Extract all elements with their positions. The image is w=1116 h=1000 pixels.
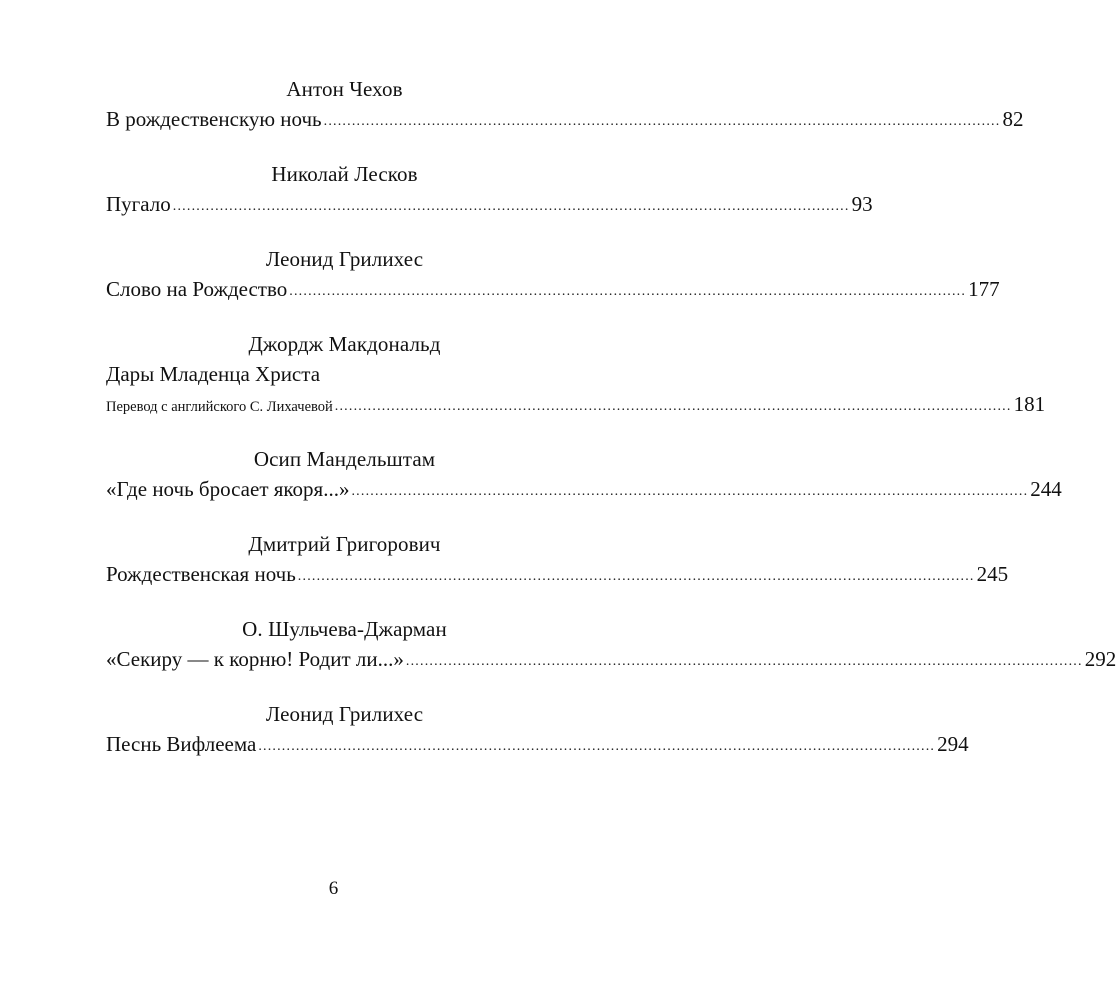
toc-line: [106, 189, 873, 223]
page-ref: 245: [976, 562, 1009, 586]
work-title: Рождественская ночь: [106, 562, 296, 586]
table-of-contents: [106, 74, 1116, 784]
work-title: «Где ночь бросает якоря...»: [106, 477, 350, 501]
author-name: Леонид Грилихес: [265, 702, 424, 726]
toc-line: [106, 274, 1000, 308]
leader-dots: ................................................................................................................................................: [289, 284, 967, 299]
toc-line: [106, 729, 969, 763]
page-ref: 181: [1013, 392, 1046, 416]
page-ref: 93: [851, 192, 873, 216]
toc-entry: [106, 329, 1046, 423]
toc-entry: [106, 444, 1062, 508]
toc-entry: [106, 74, 1024, 138]
toc-line: [106, 474, 1062, 508]
page-ref: 294: [937, 732, 969, 756]
work-title: Пугало: [106, 192, 171, 216]
toc-line: [106, 644, 1116, 678]
toc-line: [106, 104, 1024, 138]
leader-dots: ................................................................................................................................................: [258, 739, 936, 754]
work-title: Слово на Рождество: [106, 277, 288, 301]
leader-dots: ................................................................................................................................................: [351, 484, 1029, 499]
page-number: 6: [328, 878, 339, 899]
toc-entry: [106, 699, 969, 763]
work-title: В рождественскую ночь: [106, 107, 322, 131]
author-name: Антон Чехов: [286, 77, 403, 101]
work-subtitle: Перевод с английского С. Лихачевой: [106, 399, 333, 415]
toc-entry: [106, 529, 1009, 593]
leader-dots: ................................................................................................................................................: [323, 114, 1001, 129]
leader-dots: ................................................................................................................................................: [297, 569, 975, 584]
author-name: Джордж Макдональд: [248, 332, 441, 356]
leader-dots: ................................................................................................................................................: [405, 654, 1083, 669]
toc-entry: [106, 244, 1000, 308]
leader-dots: ................................................................................................................................................: [172, 199, 850, 214]
toc-entry: [106, 159, 873, 223]
page-ref: 292: [1084, 647, 1116, 671]
author-name: Дмитрий Григорович: [248, 532, 441, 556]
work-title: «Секиру — к корню! Родит ли...»: [106, 647, 404, 671]
author-name: Николай Лесков: [271, 162, 418, 186]
work-main-title: Дары Младенца Христа: [106, 362, 321, 386]
author-name: О. Шульчева-Джарман: [242, 617, 447, 641]
author-name: Леонид Грилихес: [265, 247, 424, 271]
work-title: Песнь Вифлеема: [106, 732, 257, 756]
toc-line: [106, 559, 1009, 593]
author-name: Осип Мандельштам: [253, 447, 436, 471]
page-ref: 82: [1002, 107, 1024, 131]
toc-entry: [106, 614, 1116, 678]
page-ref: 177: [968, 277, 1000, 301]
leader-dots: ................................................................................................................................................: [334, 399, 1012, 414]
toc-line: [106, 389, 1046, 423]
page-ref: 244: [1030, 477, 1062, 501]
